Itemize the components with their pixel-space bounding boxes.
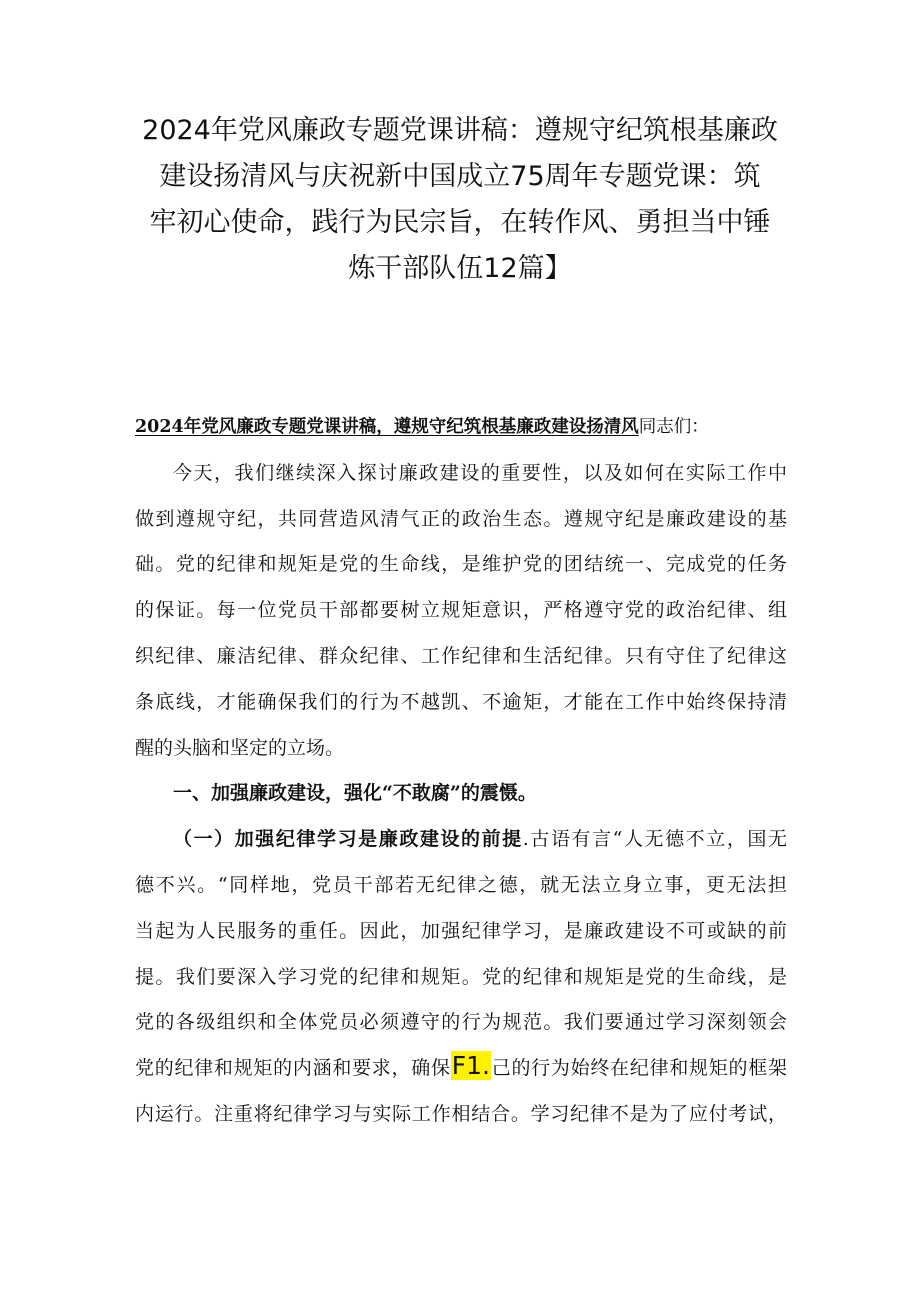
paragraph-line: 德不兴。“同样地，党员干部若无纪律之德，就无法立身立事，更无法担 — [135, 873, 787, 896]
document-title — [120, 108, 800, 292]
paragraph-line: 党的各级组织和全体党员必须遵守的行为规范。我们要通过学习深刻领会 — [135, 1011, 787, 1034]
paragraph-line — [135, 817, 787, 863]
paragraph-line: 当起为人民服务的重任。因此，加强纪律学习，是廉政建设不可或缺的前 — [135, 919, 787, 942]
paragraph-line: 织纪律、廉洁纪律、群众纪律、工作纪律和生活纪律。只有守住了纪律这 — [135, 644, 787, 667]
subtitle-link[interactable]: 2024年党风廉政专题党课讲稿，遵规守纪筑根基廉政建设扬清风 — [135, 417, 639, 437]
paragraph-line: 础。党的纪律和规矩是党的生命线，是维护党的团结统一、完成党的任务 — [135, 553, 787, 576]
paragraph-line: 今天，我们继续深入探讨廉政建设的重要性，以及如何在实际工作中 — [173, 461, 787, 484]
paragraph-line: 提。我们要深入学习党的纪律和规矩。党的纪律和规矩是党的生命线，是 — [135, 965, 787, 988]
paragraph-line: 条底线，才能确保我们的行为不越凯、不逾矩，才能在工作中始终保持清 — [135, 690, 787, 713]
subtitle-line — [135, 405, 787, 451]
paragraph-section-1 — [135, 817, 787, 1138]
paragraph-text: .古语有言“人无德不立，国无 — [522, 828, 787, 851]
paragraph-text: 己的行为始终在纪律和规矩的框架 — [490, 1057, 787, 1080]
paragraph-intro — [135, 451, 787, 772]
paragraph-line: 做到遵规守纪，共同营造风清气正的政治生态。遵规守纪是廉政建设的基 — [135, 507, 787, 530]
title-line: 牢初心使命，践行为民宗旨，在转作风、勇担当中锤 — [149, 207, 771, 238]
document-body — [135, 405, 787, 1138]
paragraph-line: 内运行。注重将纪律学习与实际工作相结合。学习纪律不是为了应付考试， — [135, 1102, 787, 1125]
title-line: 炼干部队伍12篇】 — [348, 253, 572, 284]
title-line: 2024年党风廉政专题党课讲稿：遵规守纪筑根基廉政 — [142, 115, 778, 146]
subsection-heading: （一）加强纪律学习是廉政建设的前提 — [173, 828, 523, 851]
highlighted-ocr-artifact: F1. — [451, 1051, 490, 1081]
paragraph-line: 醒的头脑和坚定的立场。 — [135, 736, 345, 759]
title-line: 建设扬清风与庆祝新中国成立75周年专题党课：筑 — [159, 161, 761, 192]
section-heading: 一、加强廉政建设，强化“不敢腐”的震慑。 — [173, 782, 537, 805]
paragraph-text: 党的纪律和规矩的内涵和要求，确保 — [135, 1057, 451, 1080]
paragraph-line: 的保证。每一位党员干部都要树立规矩意识，严格遵守党的政治纪律、组 — [135, 599, 787, 622]
salutation: 同志们： — [638, 417, 709, 437]
paragraph-line — [135, 1046, 787, 1092]
